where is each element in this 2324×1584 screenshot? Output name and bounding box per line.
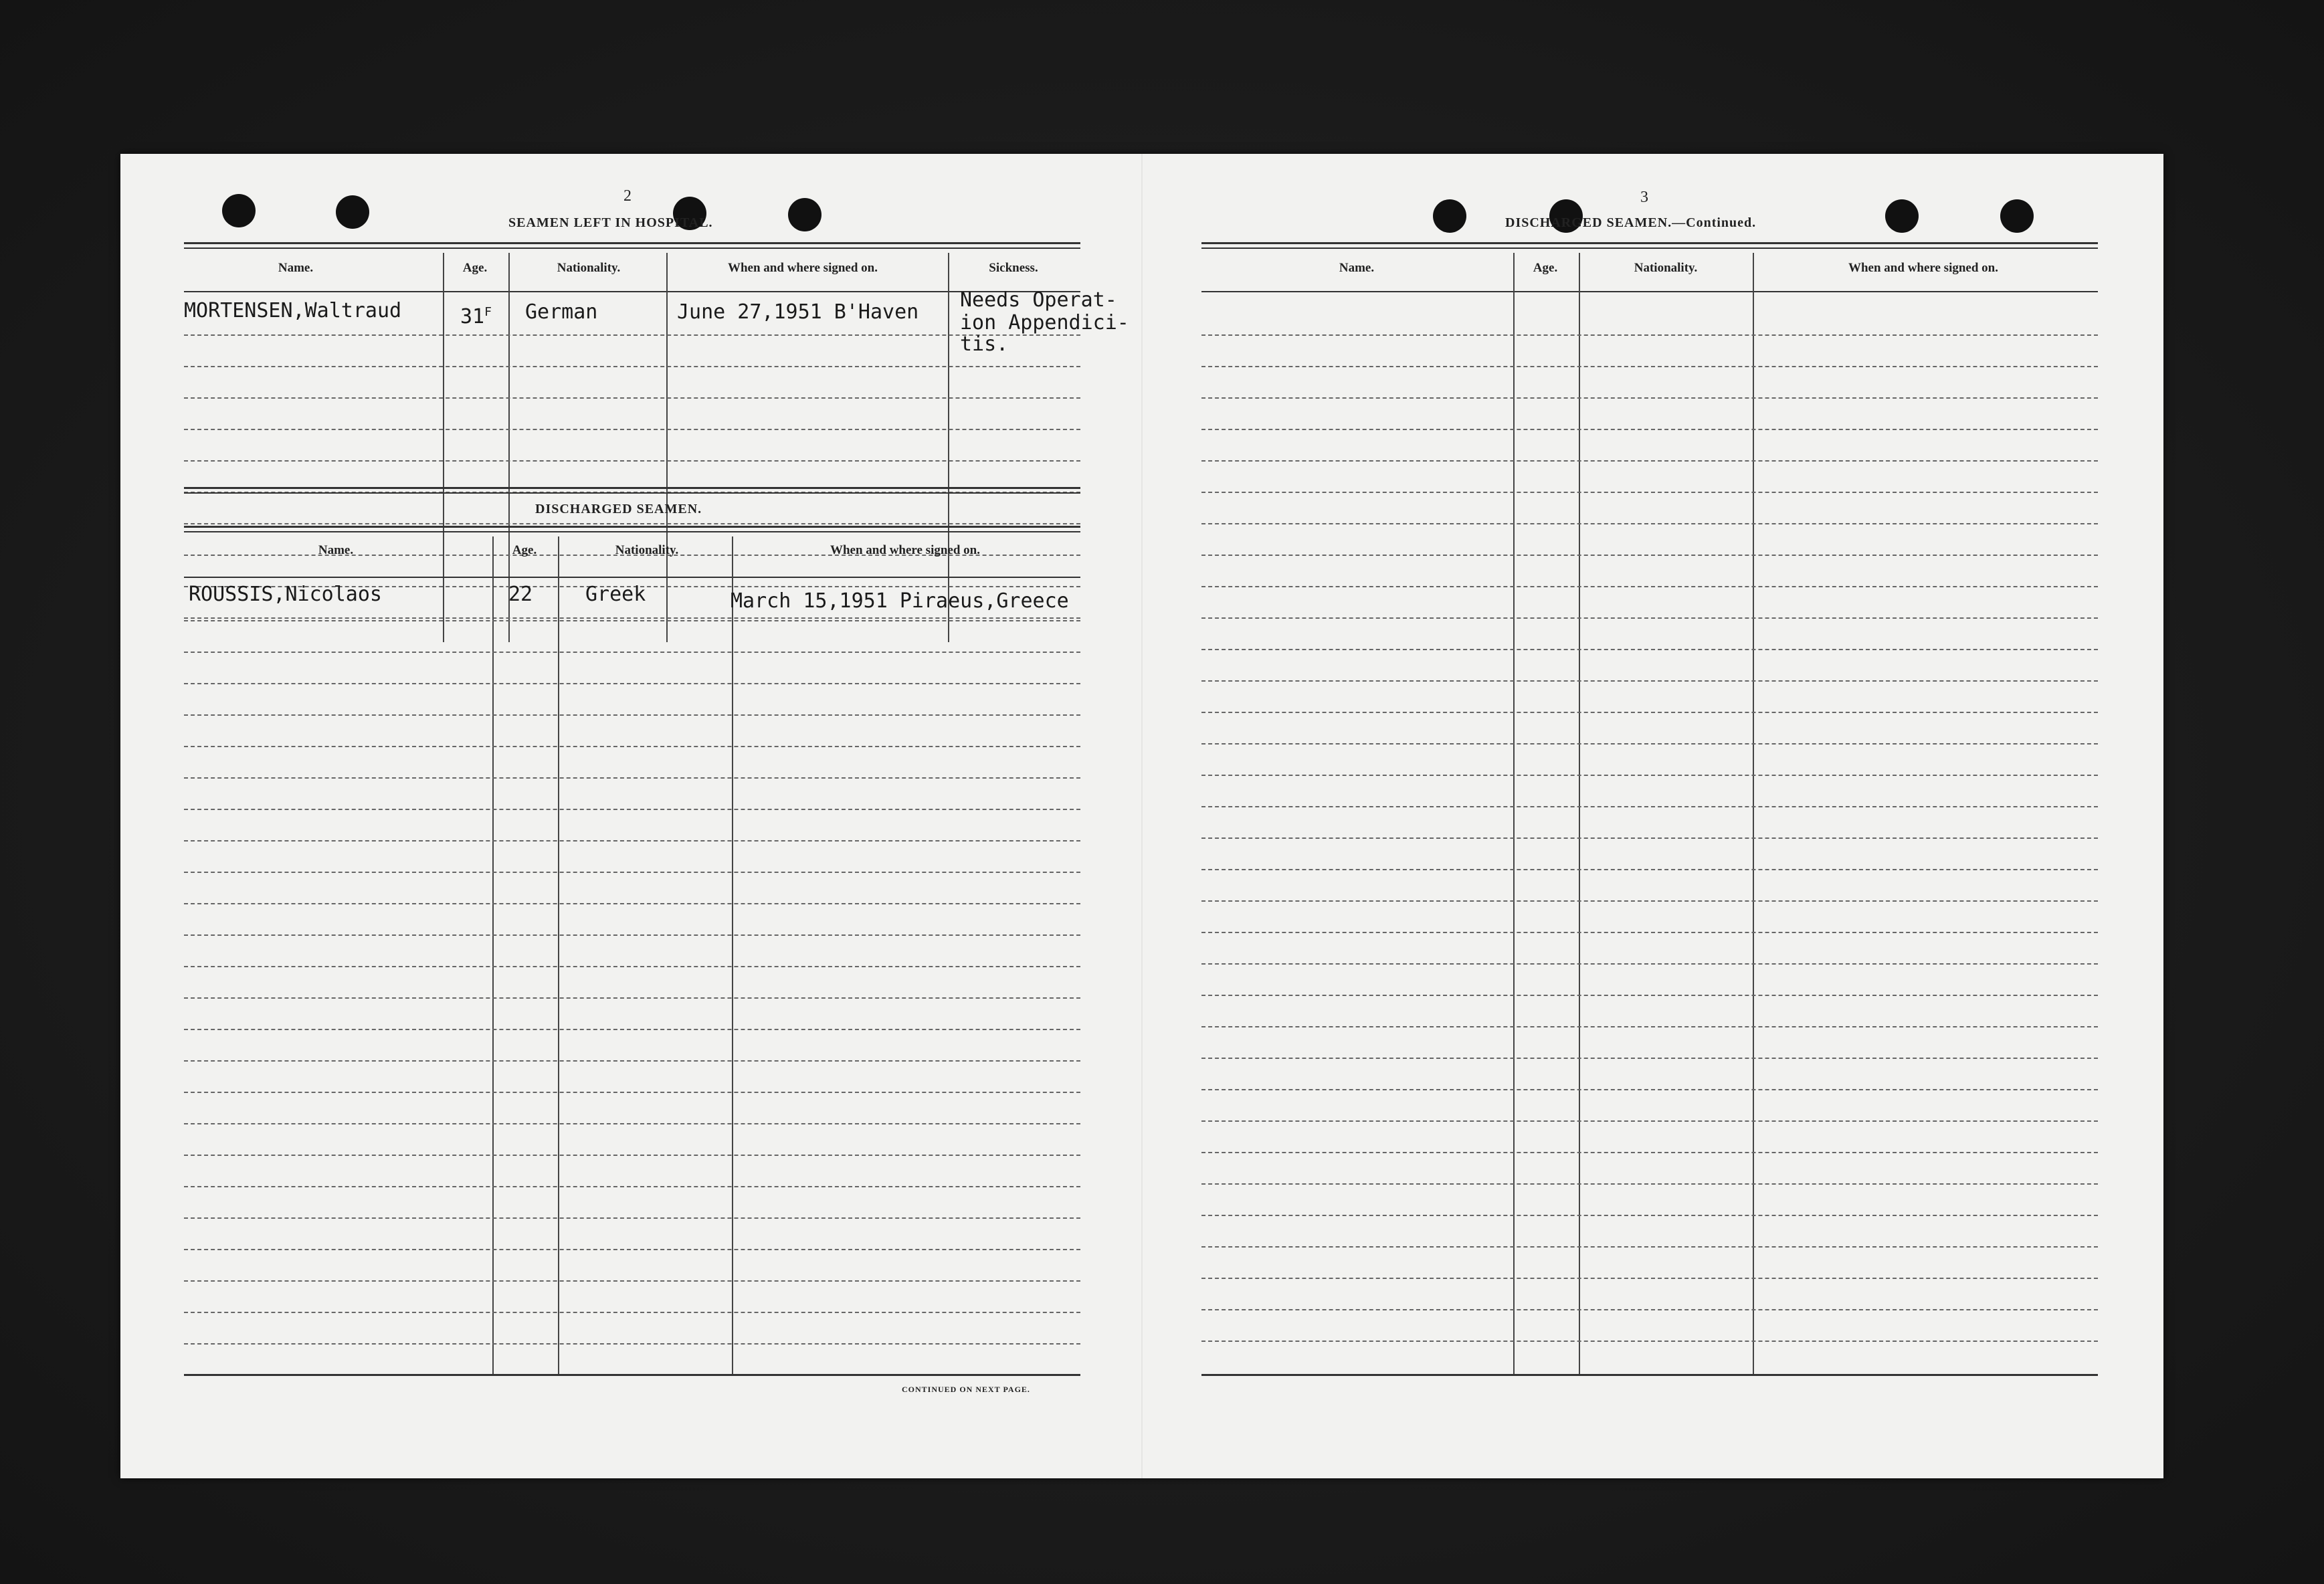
rule bbox=[1201, 291, 2098, 292]
page-number-right: 3 bbox=[1640, 189, 1648, 206]
rule bbox=[1201, 1374, 2098, 1376]
discharged-entry-signed-on: March 15,1951 Piraeus,Greece bbox=[731, 589, 1069, 613]
hospital-entry-name: MORTENSEN,Waltraud bbox=[184, 299, 402, 322]
discharged-entry-age: 22 bbox=[508, 583, 533, 606]
page-fold bbox=[1141, 154, 1143, 1478]
hospital-col-name: Name. bbox=[278, 261, 314, 275]
discharged-col-nationality: Nationality. bbox=[615, 543, 679, 557]
rule bbox=[184, 487, 1080, 489]
hospital-entry-signed-on: June 27,1951 B'Haven bbox=[677, 300, 919, 324]
right-col-name: Name. bbox=[1339, 261, 1375, 275]
rule bbox=[184, 242, 1080, 244]
right-section-title: DISCHARGED SEAMEN.—Continued. bbox=[1505, 215, 1757, 230]
hospital-col-age: Age. bbox=[462, 261, 488, 275]
discharged-col-signed-on: When and where signed on. bbox=[830, 543, 981, 557]
hospital-entry-sickness-line-3: tis. bbox=[960, 332, 1009, 356]
document-sheet bbox=[120, 154, 2163, 1478]
discharged-entry-nationality: Greek bbox=[585, 583, 646, 606]
page-number-left: 2 bbox=[623, 187, 632, 205]
hospital-entry-nationality: German bbox=[525, 300, 598, 324]
rule bbox=[184, 526, 1080, 528]
hospital-entry-sickness-line-1: Needs Operat- bbox=[960, 288, 1117, 312]
rule bbox=[184, 531, 1080, 532]
punch-hole bbox=[336, 195, 369, 229]
hospital-entry-age-value: 31 bbox=[460, 305, 485, 328]
ruled-lines bbox=[184, 590, 1080, 1345]
punch-hole bbox=[1433, 199, 1466, 233]
punch-hole bbox=[1885, 199, 1919, 233]
hospital-entry-sickness-line-2: ion Appendici- bbox=[960, 311, 1129, 334]
discharged-entry-name: ROUSSIS,Nicolaos bbox=[189, 583, 382, 606]
rule bbox=[184, 577, 1080, 578]
rule bbox=[184, 248, 1080, 249]
hospital-entry-age-mark: F bbox=[484, 305, 492, 319]
rule bbox=[184, 291, 1080, 292]
hospital-entry-age bbox=[460, 301, 492, 328]
hospital-col-signed-on: When and where signed on. bbox=[727, 261, 878, 275]
hospital-section-title: SEAMEN LEFT IN HOSPITAL. bbox=[508, 215, 713, 230]
right-col-age: Age. bbox=[1533, 261, 1558, 275]
ruled-lines bbox=[184, 304, 1080, 619]
ruled-lines bbox=[1201, 304, 2098, 1342]
rule bbox=[1201, 248, 2098, 249]
punch-hole bbox=[2000, 199, 2034, 233]
rule bbox=[184, 1374, 1080, 1376]
discharged-section-title: DISCHARGED SEAMEN. bbox=[535, 502, 702, 516]
right-col-nationality: Nationality. bbox=[1634, 261, 1698, 275]
punch-hole bbox=[222, 194, 256, 227]
discharged-col-name: Name. bbox=[318, 543, 354, 557]
hospital-col-sickness: Sickness. bbox=[989, 261, 1038, 275]
rule bbox=[184, 492, 1080, 494]
right-col-signed-on: When and where signed on. bbox=[1848, 261, 1999, 275]
hospital-col-nationality: Nationality. bbox=[557, 261, 621, 275]
discharged-col-age: Age. bbox=[512, 543, 537, 557]
continued-note: CONTINUED ON NEXT PAGE. bbox=[902, 1385, 1030, 1394]
punch-hole bbox=[788, 198, 821, 231]
rule bbox=[1201, 242, 2098, 244]
